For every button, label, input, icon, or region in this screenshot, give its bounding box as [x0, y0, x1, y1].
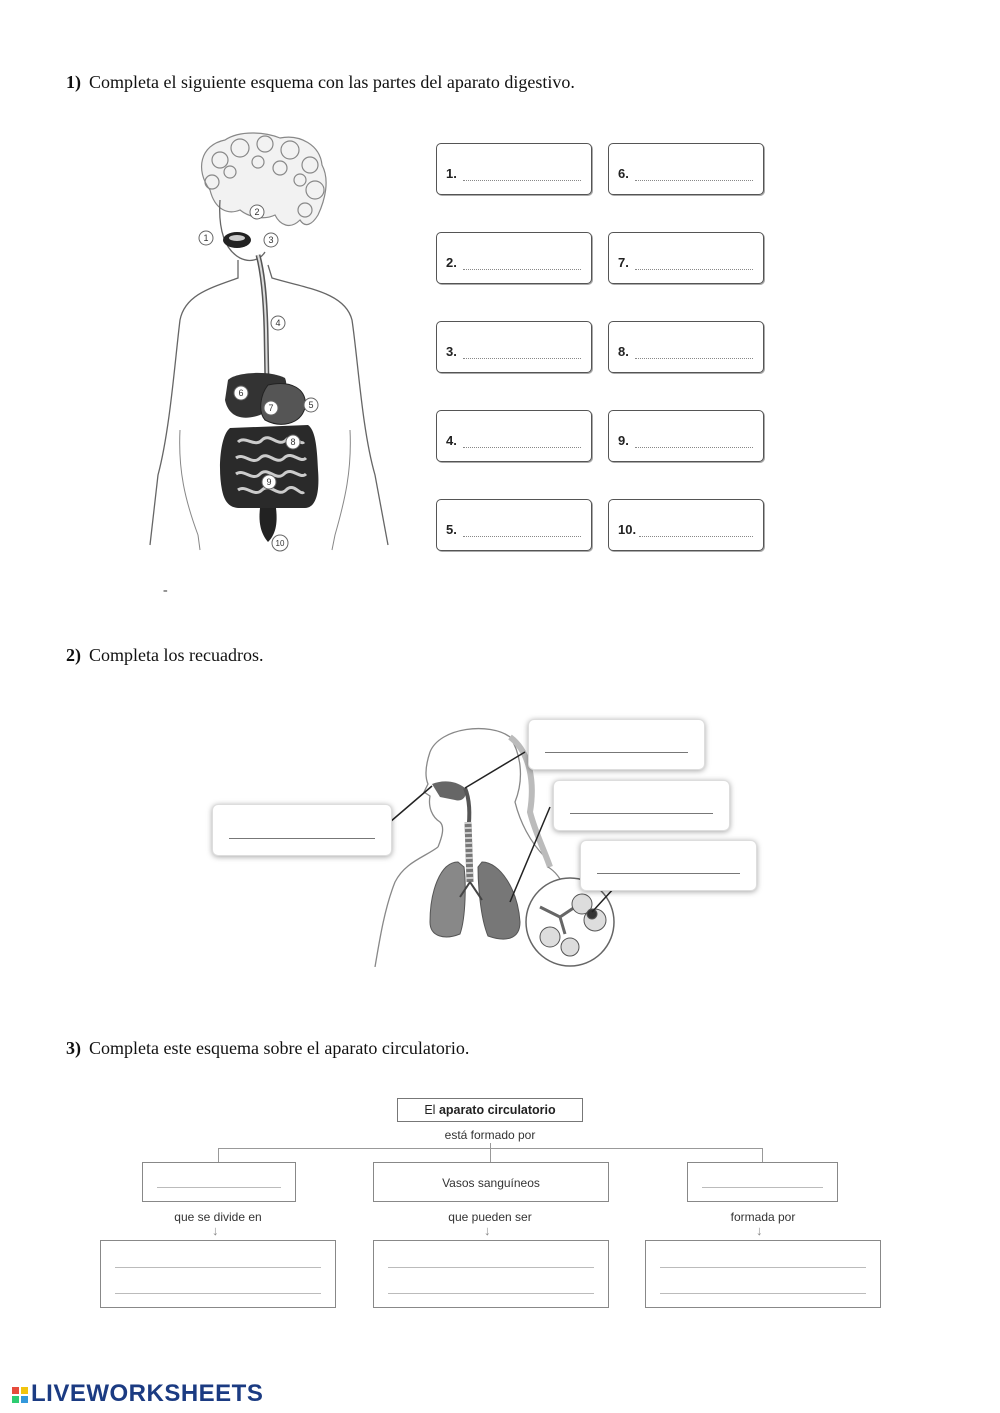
scheme-right-box[interactable]	[687, 1162, 838, 1202]
answer-line	[157, 1187, 281, 1188]
svg-text:3: 3	[268, 235, 274, 245]
box-number: 3.	[446, 344, 457, 359]
box-number: 9.	[618, 433, 629, 448]
scheme-line	[218, 1148, 219, 1162]
respiratory-label-box-middle[interactable]	[553, 780, 730, 831]
answer-line	[635, 180, 753, 181]
box-number: 2.	[446, 255, 457, 270]
digestive-answer-box-8[interactable]	[608, 321, 764, 373]
svg-text:6: 6	[238, 388, 244, 398]
digestive-answer-box-9[interactable]	[608, 410, 764, 462]
scheme-left-answer-box[interactable]	[100, 1240, 336, 1308]
rectum	[259, 508, 276, 542]
question-1-number: 1)	[66, 72, 81, 92]
digestive-system-illustration	[140, 130, 400, 560]
digestive-answer-box-5[interactable]	[436, 499, 592, 551]
scheme-connector-main: está formado por	[444, 1128, 536, 1142]
question-1-instruction: Completa el siguiente esquema con las partes del aparato digestivo.	[89, 72, 575, 92]
scheme-middle-box	[373, 1162, 609, 1202]
scheme-right-connector: formada por	[730, 1210, 796, 1224]
scheme-line	[490, 1148, 491, 1162]
scheme-line	[762, 1148, 763, 1162]
answer-line	[115, 1267, 321, 1268]
body-outline	[150, 260, 238, 545]
answer-line	[639, 536, 753, 537]
answer-line	[463, 358, 581, 359]
answer-line	[660, 1267, 866, 1268]
answer-line	[388, 1293, 594, 1294]
scheme-root-title: aparato circulatorio	[438, 1103, 556, 1117]
answer-line	[388, 1267, 594, 1268]
svg-text:7: 7	[268, 403, 274, 413]
svg-text:2: 2	[254, 207, 260, 217]
scheme-root-box	[397, 1098, 583, 1122]
marker-3	[264, 233, 278, 247]
marker-2	[250, 205, 264, 219]
respiratory-label-box-left[interactable]	[212, 804, 392, 856]
question-2-instruction: Completa los recuadros.	[89, 645, 264, 665]
marker-9	[262, 475, 276, 489]
arrow-down-icon: ↓	[212, 1223, 219, 1238]
box-number: 7.	[618, 255, 629, 270]
scheme-middle-answer-box[interactable]	[373, 1240, 609, 1308]
answer-line	[635, 358, 753, 359]
answer-line	[660, 1293, 866, 1294]
answer-line	[702, 1187, 823, 1188]
scheme-left-connector: que se divide en	[174, 1210, 262, 1224]
arrow-down-icon: ↓	[484, 1223, 491, 1238]
box-number: 1.	[446, 166, 457, 181]
scheme-right-answer-box[interactable]	[645, 1240, 881, 1308]
answer-line	[115, 1293, 321, 1294]
arrow-down-icon: ↓	[756, 1223, 763, 1238]
question-3-title	[66, 1038, 469, 1059]
marker-5	[304, 398, 318, 412]
answer-line	[545, 752, 688, 753]
answer-line	[635, 269, 753, 270]
marker-1	[199, 231, 213, 245]
digestive-answer-box-6[interactable]	[608, 143, 764, 195]
digestive-answer-box-7[interactable]	[608, 232, 764, 284]
box-number: 4.	[446, 433, 457, 448]
scheme-left-box[interactable]	[142, 1162, 296, 1202]
marker-6	[234, 386, 248, 400]
nasal-cavity	[432, 781, 466, 800]
answer-line	[463, 269, 581, 270]
marker-10	[272, 535, 288, 551]
answer-line	[463, 447, 581, 448]
answer-line	[597, 873, 740, 874]
question-2-title	[66, 645, 263, 666]
svg-text:5: 5	[308, 400, 314, 410]
box-number: 6.	[618, 166, 629, 181]
marker-4	[271, 316, 285, 330]
answer-line	[463, 180, 581, 181]
liveworksheets-logo	[12, 1380, 263, 1408]
svg-text:1: 1	[203, 233, 209, 243]
stray-mark: -	[163, 583, 168, 598]
svg-text:4: 4	[275, 318, 281, 328]
svg-text:9: 9	[266, 477, 272, 487]
respiratory-label-box-top[interactable]	[528, 719, 705, 770]
digestive-answer-box-10[interactable]	[608, 499, 764, 551]
face-outline	[424, 752, 443, 847]
box-number: 5.	[446, 522, 457, 537]
svg-text:10: 10	[275, 539, 285, 548]
marker-7	[264, 401, 278, 415]
body-outline	[375, 847, 438, 967]
left-lung	[478, 862, 520, 939]
scheme-middle-label: Vasos sanguíneos	[442, 1176, 540, 1190]
question-2-number: 2)	[66, 645, 81, 665]
answer-line	[463, 536, 581, 537]
scheme-middle-connector: que pueden ser	[448, 1210, 532, 1224]
respiratory-label-box-bottom[interactable]	[580, 840, 757, 891]
liveworksheets-logo-icon	[12, 1387, 28, 1403]
svg-text:8: 8	[290, 437, 296, 447]
digestive-answer-box-4[interactable]	[436, 410, 592, 462]
box-number: 10.	[618, 522, 637, 537]
marker-8	[286, 435, 300, 449]
digestive-answer-box-3[interactable]	[436, 321, 592, 373]
answer-line	[229, 838, 375, 839]
right-lung	[430, 862, 465, 937]
question-3-number: 3)	[66, 1038, 81, 1058]
answer-line	[635, 447, 753, 448]
digestive-answer-box-2[interactable]	[436, 232, 592, 284]
question-3-instruction: Completa este esquema sobre el aparato circulatorio.	[89, 1038, 470, 1058]
digestive-answer-box-1[interactable]	[436, 143, 592, 195]
liveworksheets-brand: LIVEWORKSHEETS	[31, 1380, 264, 1407]
scheme-root-prefix: El	[424, 1103, 439, 1117]
box-number: 8.	[618, 344, 629, 359]
question-1-title	[66, 72, 575, 93]
answer-line	[570, 813, 713, 814]
